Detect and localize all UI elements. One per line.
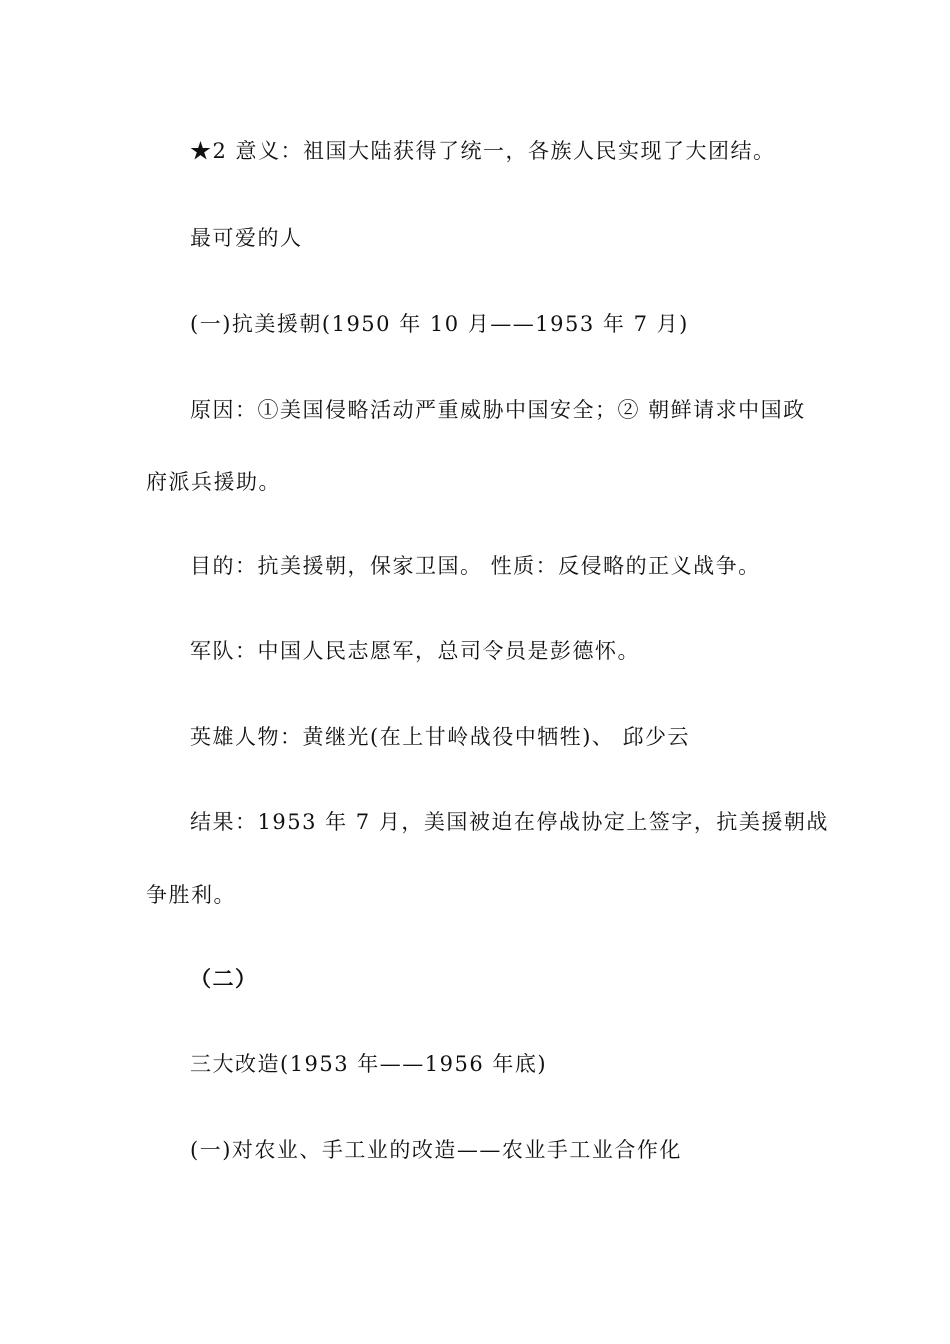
heading-resist-us-aid-korea: (一)抗美援朝(1950 年 10 月——1953 年 7 月) xyxy=(190,312,689,336)
paragraph-result-line-1: 结果：1953 年 7 月，美国被迫在停战协定上签字，抗美援朝战 xyxy=(190,810,829,834)
heading-three-transformations: 三大改造(1953 年——1956 年底) xyxy=(190,1052,548,1076)
section-heading-two: （二） xyxy=(190,966,258,991)
paragraph-heroes: 英雄人物：黄继光(在上甘岭战役中牺牲)、 邱少云 xyxy=(190,725,691,749)
paragraph-significance: ★2 意义：祖国大陆获得了统一，各族人民实现了大团结。 xyxy=(190,139,776,163)
paragraph-cause-line-1: 原因：①美国侵略活动严重威胁中国安全；② 朝鲜请求中国政 xyxy=(190,398,806,422)
heading-most-lovable-people: 最可爱的人 xyxy=(190,226,303,250)
paragraph-result-line-2: 争胜利。 xyxy=(146,883,236,907)
paragraph-army: 军队：中国人民志愿军，总司令员是彭德怀。 xyxy=(190,639,640,663)
paragraph-cause-line-2: 府派兵援助。 xyxy=(146,470,281,494)
paragraph-purpose-nature: 目的：抗美援朝，保家卫国。 性质：反侵略的正义战争。 xyxy=(190,554,761,578)
heading-agriculture-handicraft: (一)对农业、手工业的改造——农业手工业合作化 xyxy=(190,1138,682,1162)
